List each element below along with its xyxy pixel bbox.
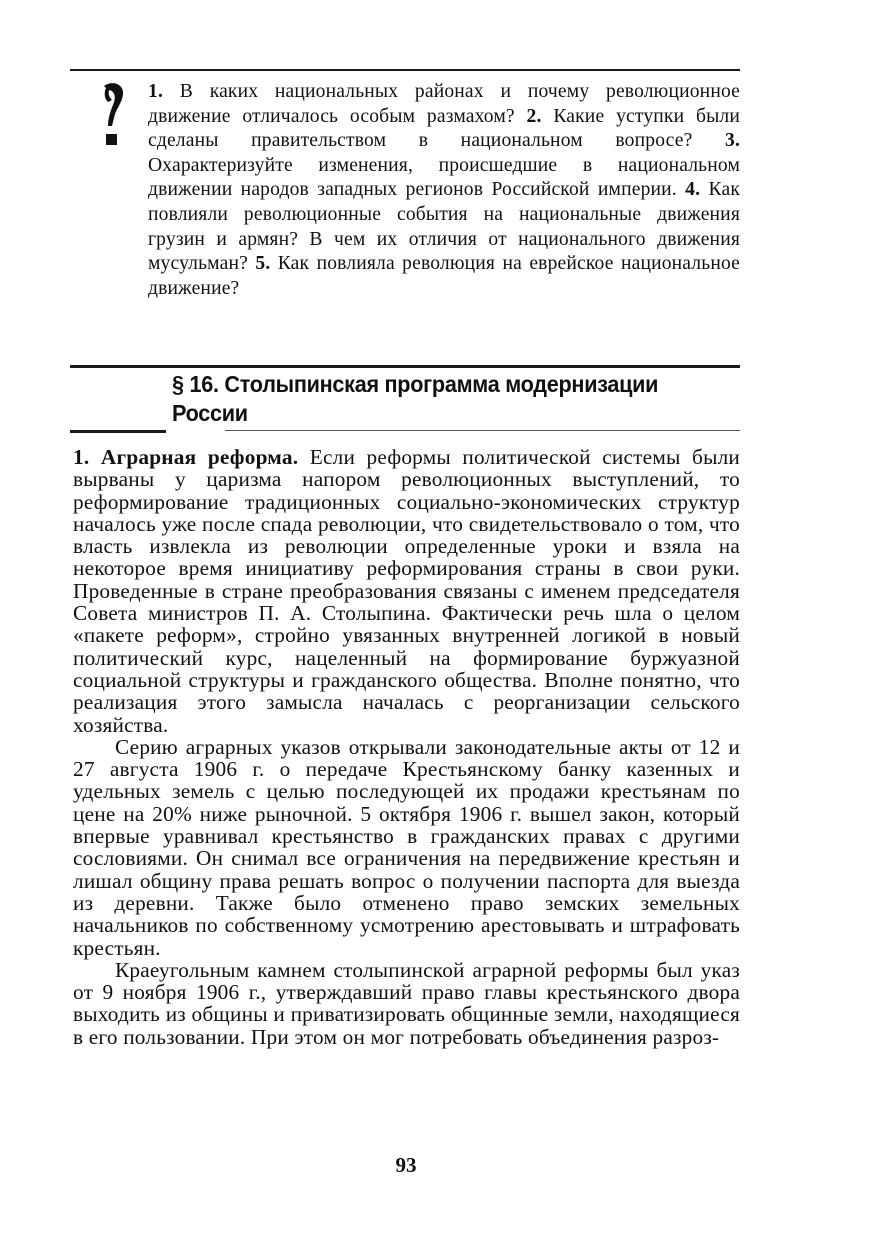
question-number: 1. <box>148 81 163 102</box>
section-bottom-rule <box>70 430 166 433</box>
section-bottom-thin-rule <box>225 430 740 431</box>
section-title-line-2: России <box>172 400 248 426</box>
paragraph-1-text: Если реформы политической системы были вырваны у царизма напором революционных выступлений, то реформирование традиционных социально-экономических структур началось уже после спада революции, что свидетельствовало о том, что власть извлекла из революции определенные уроки и взяла на некоторое время инициативу реформирования страны в свои руки. Проведенные в стране преобразования связаны с именем председателя Совета министров П. А. Столыпина. Фактически речь шла о целом «пакете реформ», стройно увязанных внутренней логикой в новый политический курс, нацеленный на формирование буржуазной социальной структуры и гражданского общества. Вполне понятно, что реализация этого замысла началась с реорганизации сельского хозяйства. <box>73 445 740 737</box>
question-number: 5. <box>255 253 271 275</box>
page-number: 93 <box>395 1153 417 1177</box>
paragraph-3: Краеугольным камнем столыпинской аграрной реформы был указ от 9 ноября 1906 г., утверждавший право главы крестьянского двора выходить из общины и приватизировать общинные земли, находящиеся в его пользовании. При этом он мог потребовать объединения разроз- <box>73 957 740 1049</box>
question-number: 2. <box>526 105 542 127</box>
section-top-rule <box>70 365 740 368</box>
question-text: В каких национальных районах и почему революционное движение отличалось особым размахом? <box>148 81 740 127</box>
body-text <box>73 446 740 1048</box>
question-text: Охарактеризуйте изменения, происшедшие в национальном движении народов западных регионов Российской империи. <box>148 154 740 201</box>
question-exclamation-icon <box>94 78 134 158</box>
paragraph-1 <box>73 446 740 736</box>
paragraph-2: Серию аграрных указов открывали законодательные акты от 12 и 27 августа 1906 г. о передаче Крестьянскому банку казенных и удельных земель с целью последующей их продажи крестьянам по цене на 20% ниже рыночной. 5 октября 1906 г. вышел закон, который впервые уравнивал крестьянство в гражданских правах с другими сословиями. Он снимал все ограничения на передвижение крестьян и лишал общину права решать вопрос о получении паспорта для выезда из деревни. Также было отменено право земских земельных начальников по собственному усмотрению арестовывать и штрафовать крестьян. <box>73 734 740 960</box>
question-text: Как повлияли революционные события на национальные движения грузин и армян? В чем их отличия от национального движения мусульман? <box>148 179 740 275</box>
review-questions <box>148 80 740 301</box>
question-number: 4. <box>685 179 701 201</box>
question-text: Какие уступки были сделаны правительством в национальном вопросе? <box>148 105 740 152</box>
question-number: 3. <box>725 130 740 152</box>
question-text: Как повлияла революция на еврейское национальное движение? <box>148 253 740 299</box>
section-title <box>172 370 696 428</box>
questions-top-rule <box>70 69 740 71</box>
section-title-line-1: § 16. Столыпинская программа модернизации <box>172 371 659 397</box>
subheading: 1. Аграрная реформа. <box>73 445 299 469</box>
